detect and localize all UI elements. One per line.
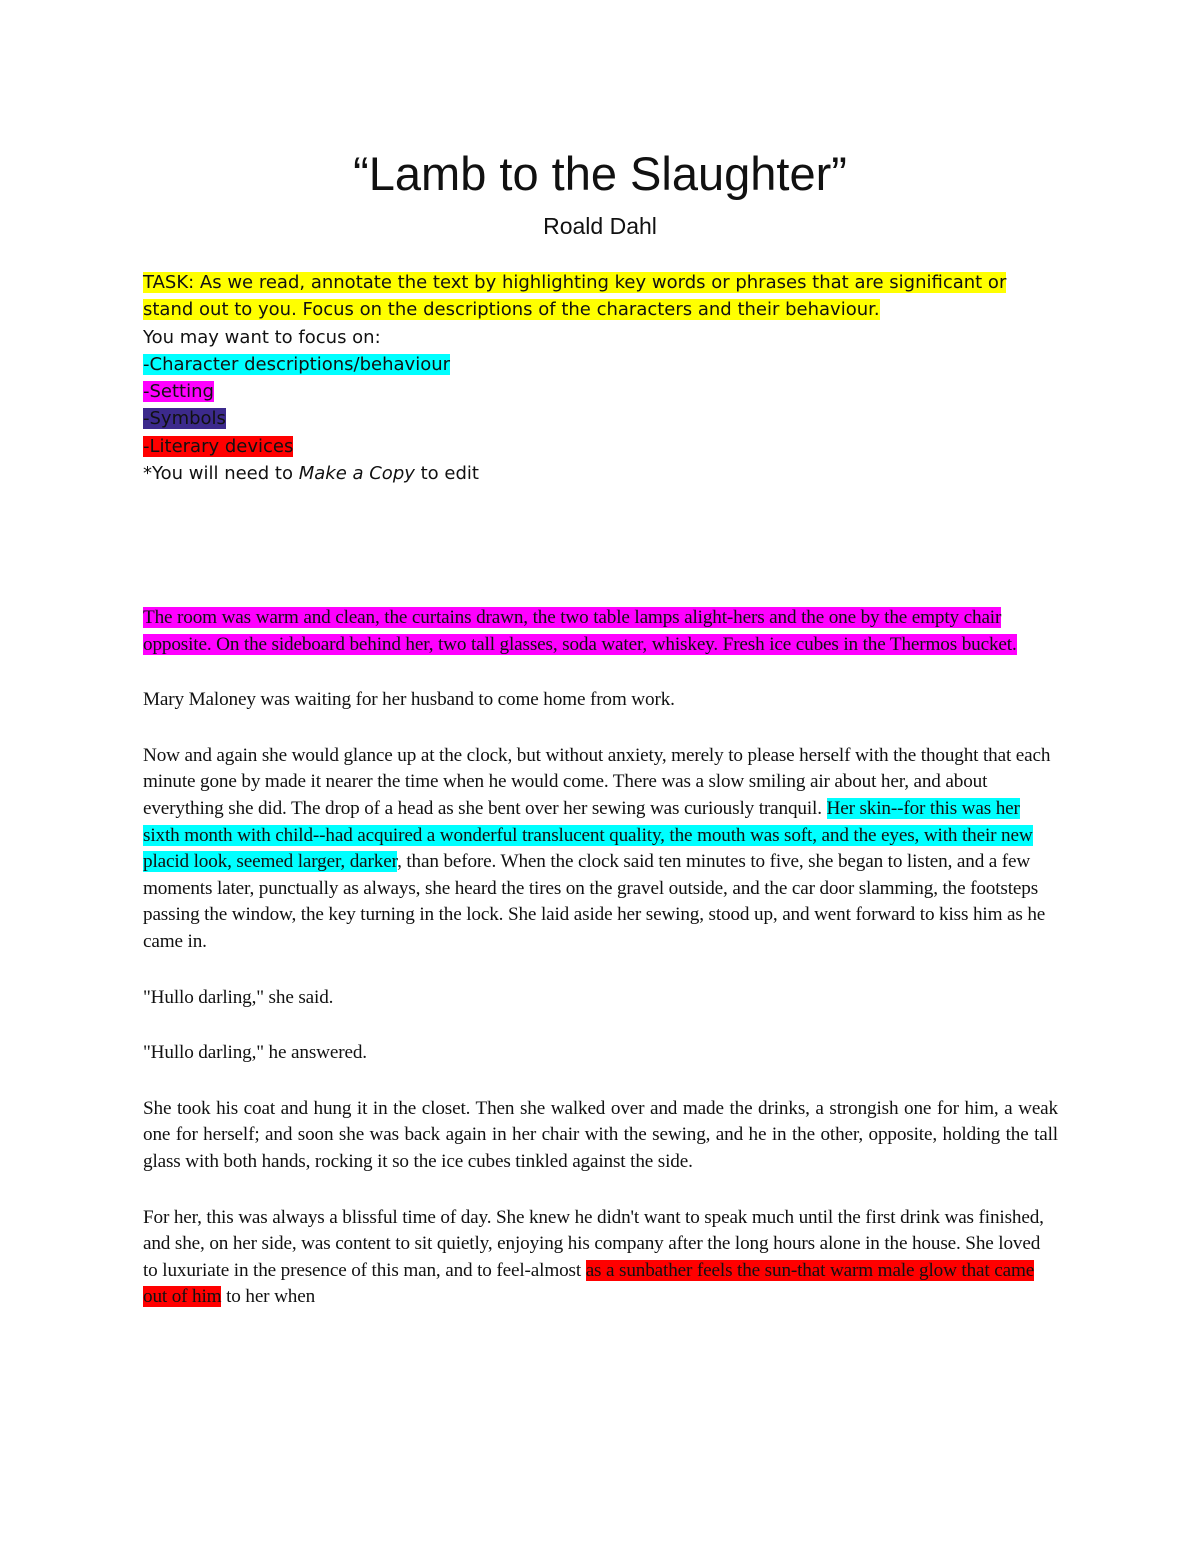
legend-symbols-label: -Symbols [143, 408, 226, 430]
legend-character [143, 351, 1023, 378]
story-paragraph-3-end: , than before. When the clock said ten minutes to five, she began to listen, and a few moments later, punctually as always, she heard the tires on the gravel outside, and the car door slamming, the footsteps passing the window, the key turning in the lock. She laid aside her sewing, stood up, and went forward to kiss him as he came in. [143, 851, 1046, 952]
copy-note [143, 460, 1023, 487]
task-instructions [143, 269, 1023, 487]
copy-note-prefix: *You will need to [143, 463, 299, 485]
literary-device-highlight: as a sunbather feels the sun-that warm male glow that came out of him [143, 1259, 1035, 1308]
story-paragraph-1 [143, 605, 1058, 658]
story-paragraph-5: "Hullo darling," he answered. [143, 1042, 367, 1064]
legend-symbols [143, 405, 1023, 432]
character-highlight: Her skin--for this was her sixth month with child--had acquired a wonderful translucent quality, the mouth was soft, and the eyes, with their new placid look, seemed larger, darker [143, 797, 1033, 873]
story-paragraph-2: Mary Maloney was waiting for her husband to come home from work. [143, 689, 675, 711]
setting-highlight: The room was warm and clean, the curtains drawn, the two table lamps alight-hers and the one by the empty chair opposite. On the sideboard behind her, two tall glasses, soda water, whiskey. Fresh ice cubes in the Thermos bucket. [143, 607, 1017, 655]
focus-intro: You may want to focus on: [143, 326, 381, 348]
story-paragraph-7-start: For her, this was always a blissful time of day. She knew he didn't want to speak much until the first drink was finished, and she, on her side, was content to sit quietly, enjoying his company after the long hours alone in the house. She loved to luxuriate in the presence of this man, and to feel-almost [143, 1206, 1044, 1281]
story-paragraph-7-end: to her when [221, 1286, 316, 1308]
story-title: “Lamb to the Slaughter” [353, 147, 847, 200]
story-paragraph-4: "Hullo darling," she said. [143, 986, 334, 1008]
story-author: Roald Dahl [543, 213, 657, 239]
legend-character-label: -Character descriptions/behaviour [143, 353, 451, 375]
story-paragraph-3 [143, 743, 1058, 956]
story-paragraph-7 [143, 1205, 1058, 1311]
legend-literary-label: -Literary devices [143, 435, 294, 457]
copy-note-emphasis: Make a Copy [298, 463, 415, 485]
legend-setting-label: -Setting [143, 381, 214, 403]
story-paragraph-6: She took his coat and hung it in the closet. Then she walked over and made the drinks, a strongish one for him, a weak one for herself; and soon she was back again in her chair with the sewing, and he in the other, opposite, holding the tall glass with both hands, rocking it so the ice cubes tinkled against the side. [143, 1097, 1058, 1172]
legend-setting [143, 378, 1023, 405]
story-body [143, 605, 1058, 1340]
task-text [143, 269, 1023, 324]
task-instruction-highlight: TASK: As we read, annotate the text by highlighting key words or phrases that are significant or stand out to you. Focus on the descriptions of the characters and their behaviour. [143, 272, 1007, 321]
legend-literary-devices [143, 433, 1023, 460]
copy-note-suffix: to edit [414, 463, 479, 485]
story-paragraph-3-start: Now and again she would glance up at the clock, but without anxiety, merely to please herself with the thought that each minute gone by made it nearer the time when he would come. There was a slow smiling air about her, and about everything she did. The drop of a head as she bent over her sewing was curiously tranquil. [143, 744, 1051, 819]
